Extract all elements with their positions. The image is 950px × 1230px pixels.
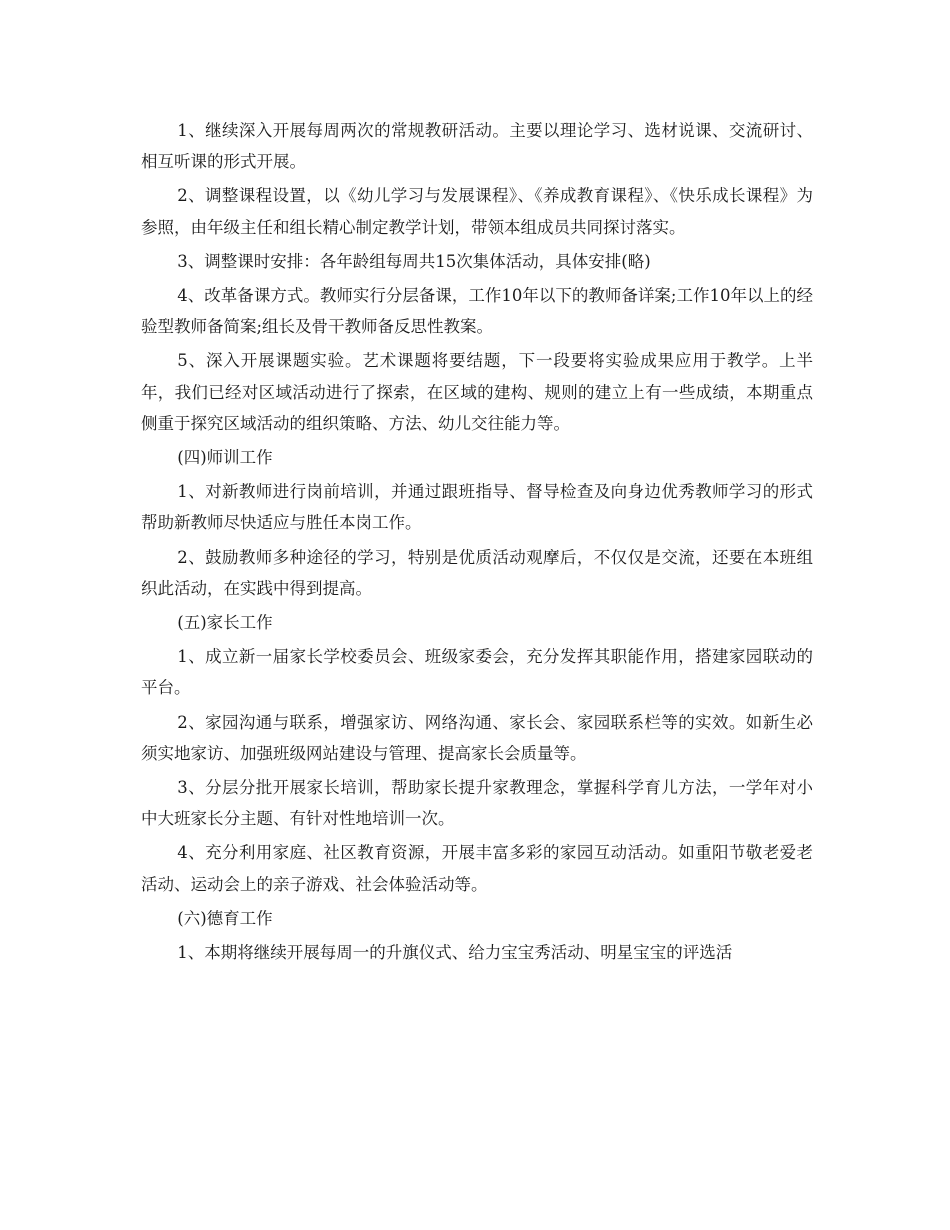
section-heading-moral-education: (六)德育工作 [177,908,273,928]
paragraph-parent-committee: 1、成立新一届家长学校委员会、班级家委会，充分发挥其职能作用，搭建家园联动的平台。 [141,647,813,698]
paragraph-research-projects: 5、深入开展课题实验。艺术课题将要结题，下一段要将实验成果应用于教学。上半年，我们已经对区域活动进行了探索，在区域的建构、规则的建立上有一些成绩，本期重点侧重于探究区域活动的组织策略、方法、幼儿交往能力等。 [141,351,813,433]
paragraph-flag-ceremony: 1、本期将继续开展每周一的升旗仪式、给力宝宝秀活动、明星宝宝的评选活 [177,943,733,963]
paragraph-community-resources: 4、充分利用家庭、社区教育资源，开展丰富多彩的家园互动活动。如重阳节敬老爱老活动、运动会上的亲子游戏、社会体验活动等。 [141,843,813,894]
paragraph-lesson-preparation: 4、改革备课方式。教师实行分层备课，工作10年以下的教师备详案;工作10年以上的经验型教师备简案;组长及骨干教师备反思性教案。 [141,286,813,337]
section-heading-parent-work: (五)家长工作 [177,613,273,633]
paragraph-curriculum-setting: 2、调整课程设置，以《幼儿学习与发展课程》、《养成教育课程》、《快乐成长课程》为参照，由年级主任和组长精心制定教学计划，带领本组成员共同探讨落实。 [141,186,813,237]
document-body [141,115,813,971]
paragraph-teacher-learning: 2、鼓励教师多种途径的学习，特别是优质活动观摩后，不仅仅是交流，还要在本班组织此活动，在实践中得到提高。 [141,547,813,598]
paragraph-new-teacher-training: 1、对新教师进行岗前培训，并通过跟班指导、督导检查及向身边优秀教师学习的形式帮助新教师尽快适应与胜任本岗工作。 [141,482,813,533]
paragraph-class-hours: 3、调整课时安排：各年龄组每周共15次集体活动，具体安排(略) [177,251,651,271]
paragraph-research-activities: 1、继续深入开展每周两次的常规教研活动。主要以理论学习、选材说课、交流研讨、相互听课的形式开展。 [141,121,813,172]
paragraph-home-communication: 2、家园沟通与联系，增强家访、网络沟通、家长会、家园联系栏等的实效。如新生必须实地家访、加强班级网站建设与管理、提高家长会质量等。 [141,712,813,763]
paragraph-parent-training: 3、分层分批开展家长培训，帮助家长提升家教理念，掌握科学育儿方法，一学年对小中大班家长分主题、有针对性地培训一次。 [141,778,813,829]
section-heading-teacher-training: (四)师训工作 [177,448,273,468]
